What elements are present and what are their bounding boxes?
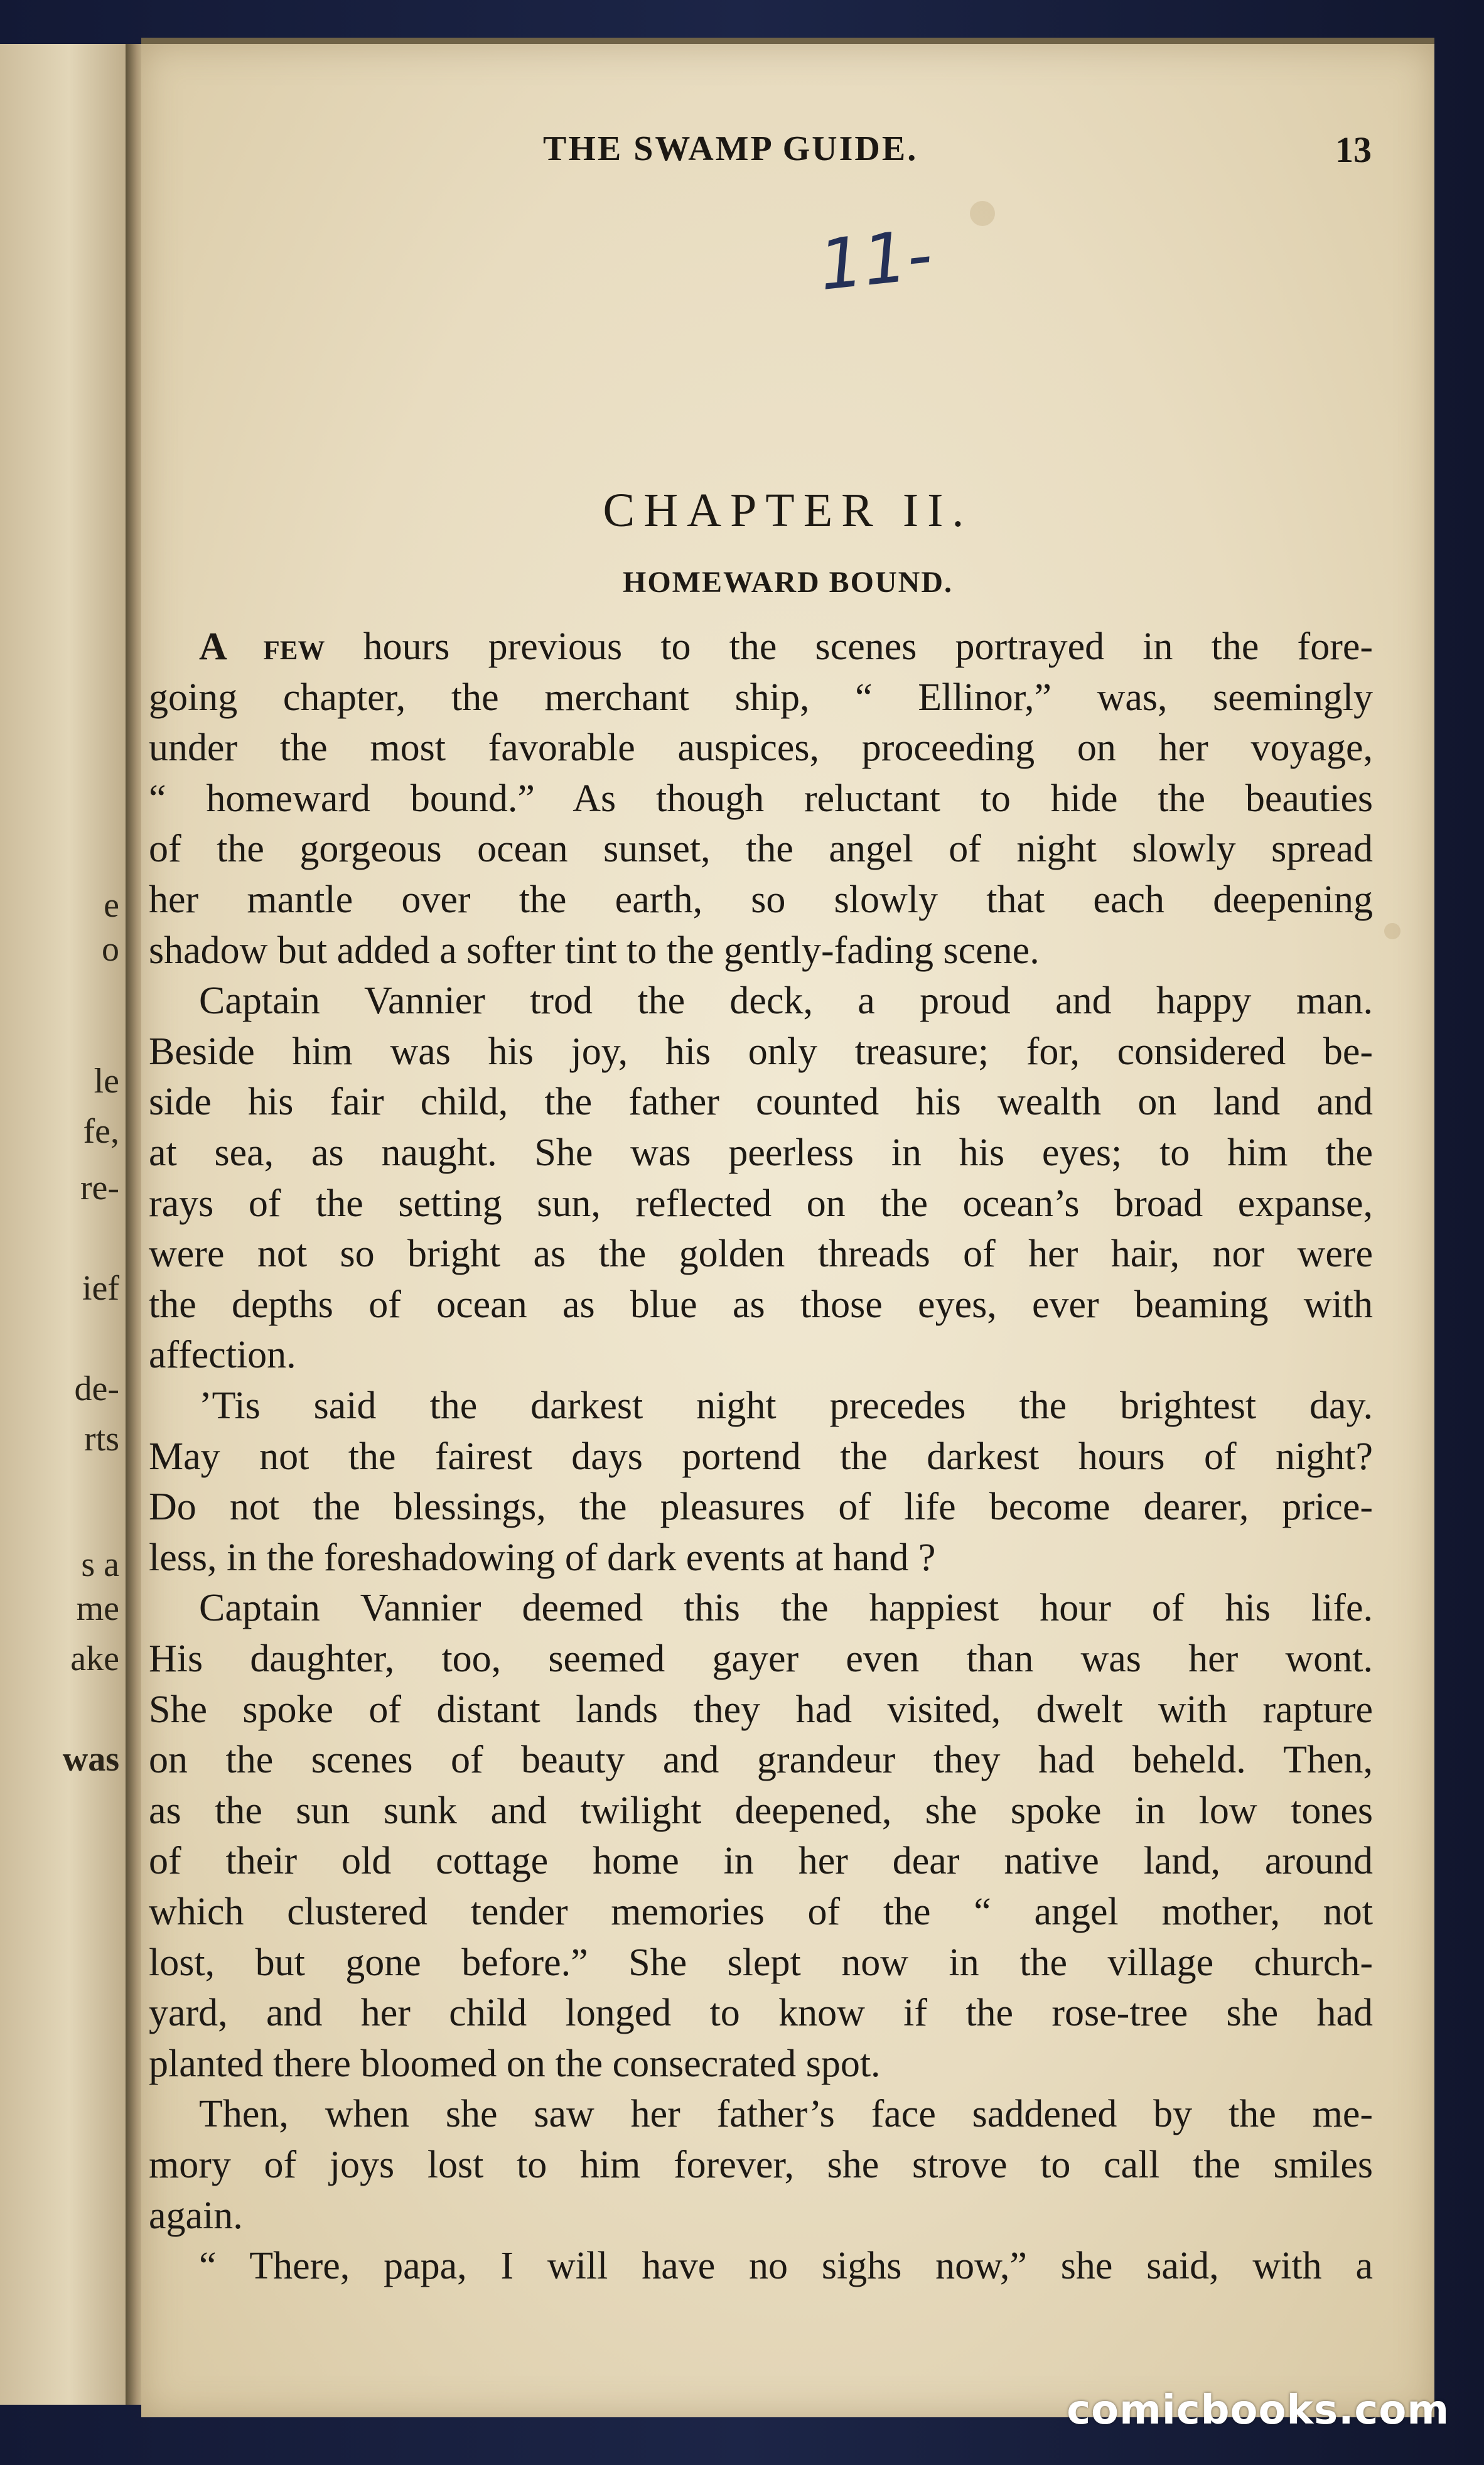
text-line: affection. [149,1334,296,1377]
text-line: again. [149,2194,243,2237]
chapter-title: CHAPTER II. [603,484,973,537]
text-line: She spoke of distant lands they had visited, dwelt with rapture [149,1688,1373,1731]
text-line: lost, but gone before.” She slept now in the village church- [149,1941,1373,1984]
facing-page-text: me [76,1589,119,1628]
text-line: the depths of ocean as blue as those eyes, ever beaming with [149,1283,1373,1326]
page-stain [970,201,995,226]
facing-page-text: rts [84,1420,119,1459]
text-line: less, in the foreshadowing of dark events at hand ? [149,1536,936,1579]
handwritten-annotation: 11- [815,213,936,306]
text-line: as the sun sunk and twilight deepened, she spoke in low tones [149,1789,1373,1832]
text-line: at sea, as naught. She was peerless in his eyes; to him the [149,1131,1373,1174]
text-line: ’Tis said the darkest night precedes the brightest day. [199,1384,1373,1427]
text-line: Then, when she saw her father’s face saddened by the me- [199,2093,1373,2136]
facing-page-text: de- [74,1369,119,1408]
facing-page-text: fe, [83,1112,119,1151]
facing-page-text: re- [80,1168,119,1207]
facing-page-text: ief [82,1269,119,1308]
watermark: comicbooks.com [1067,2387,1449,2434]
text-line: her mantle over the earth, so slowly that each deepening [149,878,1373,921]
page-header [141,129,1434,179]
book-page [141,38,1434,2417]
facing-page-text: o [102,930,119,969]
text-line: yard, and her child longed to know if the rose-tree she had [149,1992,1373,2035]
running-head: THE SWAMP GUIDE. [543,129,918,168]
text-line: Captain Vannier deemed this the happiest hour of his life. [199,1587,1373,1630]
text-line: rays of the setting sun, reflected on the ocean’s broad expanse, [149,1182,1373,1225]
text-line: which clustered tender memories of the “ angel mother, not [149,1891,1373,1933]
text-line: Beside him was his joy, his only treasure; for, considered be- [149,1030,1373,1073]
text-line: A few hours previous to the scenes portrayed in the fore- [199,625,1374,668]
text-line: Captain Vannier trod the deck, a proud and happy man. [199,979,1373,1023]
text-line: “ homeward bound.” As though reluctant to hide the beauties [149,777,1373,820]
text-line: shadow but added a softer tint to the gently-fading scene. [149,929,1040,972]
facing-page-text: was [62,1740,119,1779]
facing-page-text: le [94,1062,119,1101]
page-number: 13 [1335,129,1372,170]
text-line: going chapter, the merchant ship, “ Ellinor,” was, seemingly [149,676,1373,719]
text-line: His daughter, too, seemed gayer even than was her wont. [149,1637,1373,1680]
facing-page-text: e [104,886,119,925]
text-line: under the most favorable auspices, proceeding on her voyage, [149,726,1373,770]
text-line: were not so bright as the golden threads of her hair, nor were [149,1232,1373,1276]
text-line: on the scenes of beauty and grandeur they had beheld. Then, [149,1739,1373,1782]
text-line: of their old cottage home in her dear native land, around [149,1840,1373,1883]
facing-page-edge [0,44,128,2405]
text-line: planted there bloomed on the consecrated spot. [149,2042,881,2085]
text-line: mory of joys lost to him forever, she strove to call the smiles [149,2144,1373,2186]
page-stain [1384,923,1401,939]
facing-page-text: ake [70,1639,119,1678]
text-line: side his fair child, the father counted his wealth on land and [149,1081,1373,1124]
chapter-subtitle: HOMEWARD BOUND. [622,566,953,599]
text-line: Do not the blessings, the pleasures of life become dearer, price- [149,1486,1373,1529]
text-line: “ There, papa, I will have no sighs now,” she said, with a [199,2245,1373,2288]
text-line: May not the fairest days portend the darkest hours of night? [149,1435,1373,1478]
facing-page-text: s a [81,1545,119,1584]
text-line: of the gorgeous ocean sunset, the angel of night slowly spread [149,828,1373,871]
